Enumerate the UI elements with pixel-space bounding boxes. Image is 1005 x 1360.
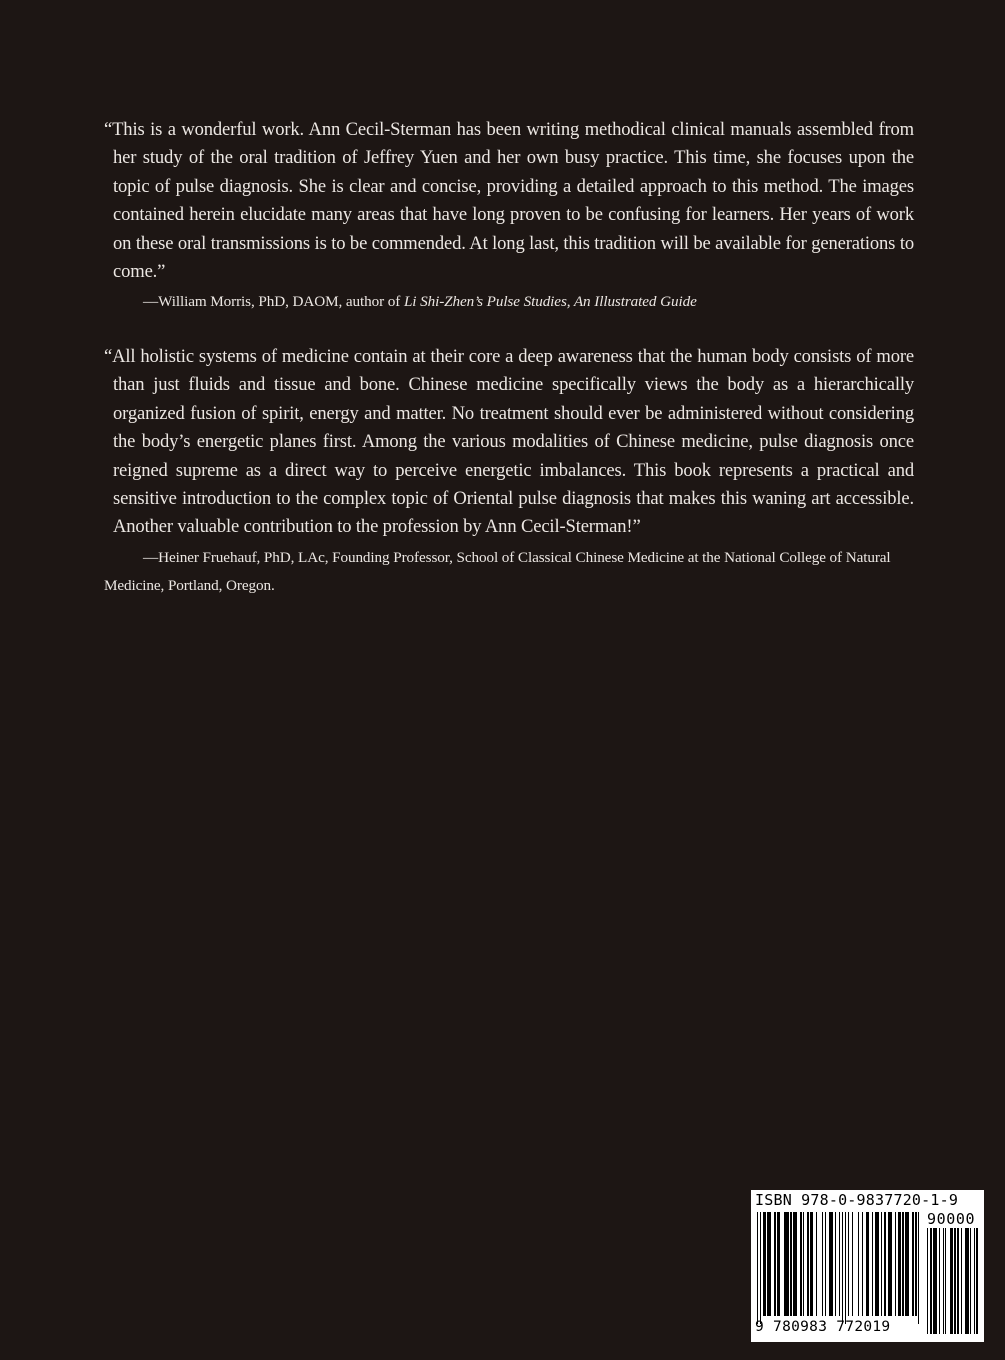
price-addon-bars	[927, 1228, 979, 1334]
barcode-space	[978, 1228, 979, 1334]
blurb-attribution: —Heiner Fruehauf, PhD, LAc, Founding Professor, School of Classical Chinese Medicine at the National College of Natural Medicine, Portland, Oregon.	[104, 548, 891, 595]
attribution-book-title: Li Shi-Zhen’s Pulse Studies, An Illustrated Guide	[403, 293, 697, 311]
blurb-quote: “All holistic systems of medicine contain at their core a deep awareness that the human body consists of more than just fluids and tissue and bone. Chinese medicine specifically views the body as a hierarchically organized fusion of spirit, energy and matter. No treatment should ever be administered without considering the body’s energetic planes first. Among the various modalities of Chinese medicine, pulse diagnosis once reigned supreme as a direct way to perceive energetic imbalances. This book represents a practical and sensitive introduction to the complex topic of Oriental pulse diagnosis that makes this waning art accessible. Another valuable contribution to the profession by Ann Cecil-Sterman!”	[104, 346, 914, 538]
isbn-barcode	[751, 1190, 984, 1342]
blurb-morris	[104, 116, 914, 317]
price-addon-digits: 90000	[927, 1210, 976, 1228]
attribution-author: —William Morris, PhD, DAOM, author of	[143, 293, 404, 311]
blurb-fruehauf	[104, 343, 914, 601]
barcode-space	[919, 1212, 920, 1316]
isbn-label: ISBN 978-0-9837720-1-9	[755, 1191, 959, 1209]
ean-bars	[757, 1212, 921, 1316]
blurb-quote: “This is a wonderful work. Ann Cecil-Sterman has been writing methodical clinical manuals assembled from her study of the oral tradition of Jeffrey Yuen and her own busy practice. This time, she focuses upon the topic of pulse diagnosis. She is clear and concise, providing a detailed approach to this method. The images contained herein elucidate many areas that have long proven to be confusing for learners. Her years of work on these oral transmissions is to be commended. At long last, this tradition will be available for generations to come.”	[104, 119, 914, 283]
blurb-attribution	[104, 288, 914, 316]
ean-digits: 9 780983 772019	[755, 1319, 891, 1335]
